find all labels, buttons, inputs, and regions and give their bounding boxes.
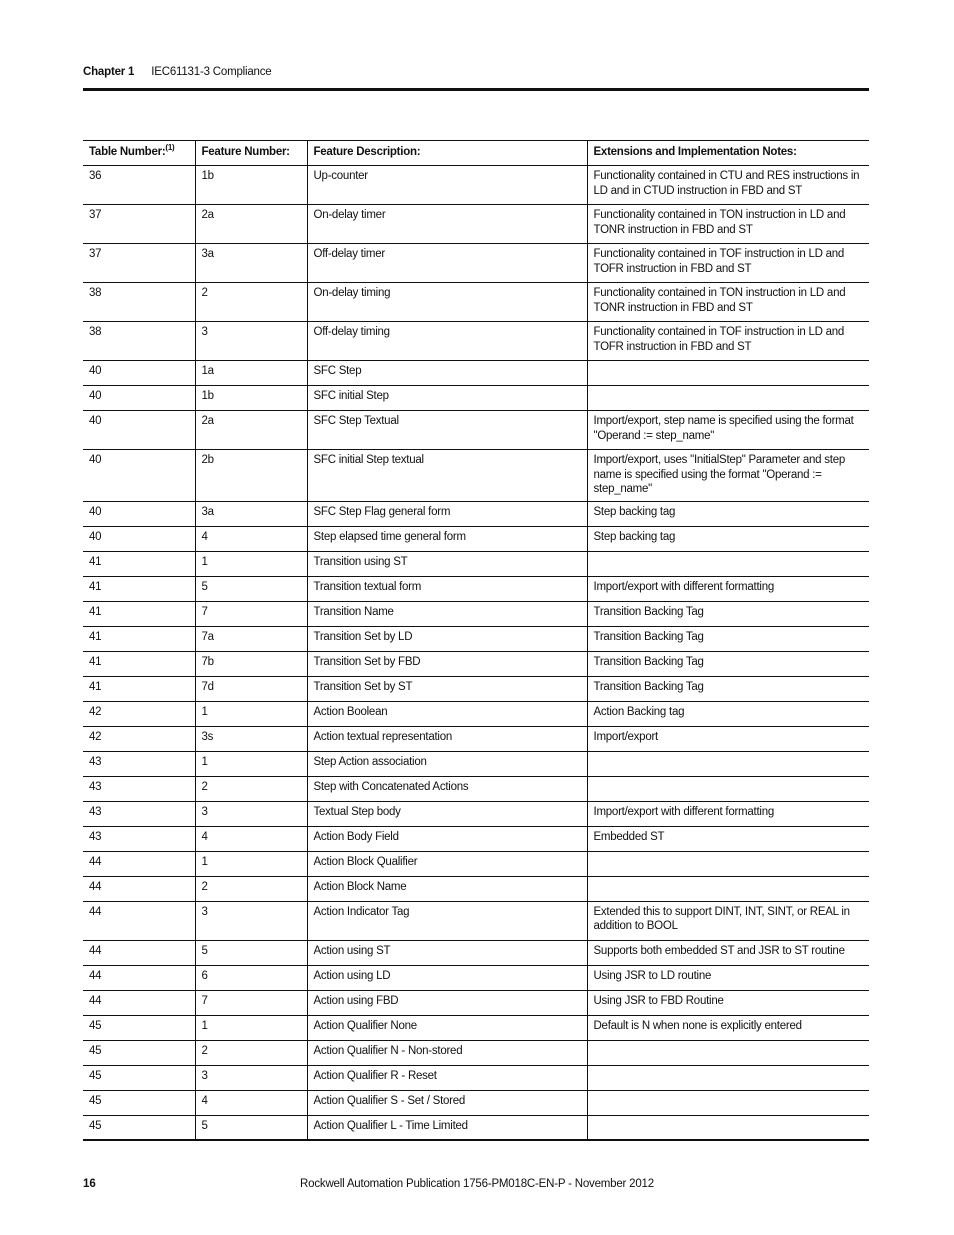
table-row (83, 411, 869, 450)
cell-feature-number: 1 (195, 851, 307, 876)
cell-notes (587, 1090, 869, 1115)
cell-description: Transition textual form (307, 576, 587, 601)
cell-table-number: 45 (83, 1040, 195, 1065)
cell-feature-number: 1 (195, 1015, 307, 1040)
cell-feature-number: 4 (195, 1090, 307, 1115)
cell-description: Action Qualifier S - Set / Stored (307, 1090, 587, 1115)
cell-notes: Import/export, uses "InitialStep" Parameter and step name is specified using the format "Operand := step_name" (587, 450, 869, 502)
cell-feature-number: 1 (195, 551, 307, 576)
cell-feature-number: 3 (195, 901, 307, 940)
cell-description: SFC Step Flag general form (307, 501, 587, 526)
cell-table-number: 38 (83, 283, 195, 322)
cell-feature-number: 3 (195, 322, 307, 361)
cell-notes (587, 1040, 869, 1065)
table-row (83, 450, 869, 502)
cell-description: Step with Concatenated Actions (307, 776, 587, 801)
cell-table-number: 40 (83, 526, 195, 551)
table-row (83, 990, 869, 1015)
cell-feature-number: 7a (195, 626, 307, 651)
cell-description: Textual Step body (307, 801, 587, 826)
table-row (83, 776, 869, 801)
table-row (83, 876, 869, 901)
cell-table-number: 44 (83, 901, 195, 940)
cell-table-number: 44 (83, 965, 195, 990)
cell-description: Action Indicator Tag (307, 901, 587, 940)
cell-notes: Transition Backing Tag (587, 601, 869, 626)
cell-table-number: 44 (83, 851, 195, 876)
cell-notes (587, 1065, 869, 1090)
cell-notes (587, 551, 869, 576)
table-row (83, 1015, 869, 1040)
table-row (83, 205, 869, 244)
cell-table-number: 36 (83, 166, 195, 205)
header-feature-number: Feature Number: (195, 141, 307, 166)
cell-table-number: 41 (83, 576, 195, 601)
table-row (83, 322, 869, 361)
table-row (83, 751, 869, 776)
cell-table-number: 40 (83, 386, 195, 411)
cell-description: Action Block Name (307, 876, 587, 901)
cell-description: Action textual representation (307, 726, 587, 751)
feature-table (83, 140, 869, 1141)
cell-notes: Functionality contained in TON instruction in LD and TONR instruction in FBD and ST (587, 205, 869, 244)
cell-description: Transition Set by LD (307, 626, 587, 651)
cell-feature-number: 2 (195, 776, 307, 801)
cell-feature-number: 3 (195, 1065, 307, 1090)
cell-table-number: 37 (83, 205, 195, 244)
cell-table-number: 43 (83, 801, 195, 826)
cell-feature-number: 3a (195, 244, 307, 283)
table-row (83, 551, 869, 576)
cell-description: SFC Step (307, 361, 587, 386)
cell-notes (587, 851, 869, 876)
cell-feature-number: 4 (195, 526, 307, 551)
header-table-number: Table Number:$^{(1)}$ (83, 141, 195, 166)
cell-notes: Transition Backing Tag (587, 626, 869, 651)
cell-notes: Transition Backing Tag (587, 676, 869, 701)
cell-notes: Default is N when none is explicitly entered (587, 1015, 869, 1040)
table-row (83, 701, 869, 726)
cell-feature-number: 7b (195, 651, 307, 676)
page-number: 16 (83, 1178, 96, 1190)
cell-notes: Supports both embedded ST and JSR to ST routine (587, 940, 869, 965)
table-row (83, 901, 869, 940)
cell-notes: Functionality contained in TOF instruction in LD and TOFR instruction in FBD and ST (587, 244, 869, 283)
table-row (83, 965, 869, 990)
cell-notes: Extended this to support DINT, INT, SINT, or REAL in addition to BOOL (587, 901, 869, 940)
cell-feature-number: 2 (195, 1040, 307, 1065)
chapter-label: Chapter 1 (83, 66, 135, 78)
cell-feature-number: 5 (195, 576, 307, 601)
cell-description: Action Qualifier None (307, 1015, 587, 1040)
cell-feature-number: 2 (195, 283, 307, 322)
cell-table-number: 40 (83, 411, 195, 450)
cell-description: Action Qualifier L - Time Limited (307, 1115, 587, 1140)
cell-notes (587, 361, 869, 386)
running-header (83, 66, 272, 78)
table-row (83, 244, 869, 283)
cell-description: Up-counter (307, 166, 587, 205)
table-row (83, 676, 869, 701)
cell-feature-number: 3 (195, 801, 307, 826)
cell-notes (587, 1115, 869, 1140)
cell-description: Action using FBD (307, 990, 587, 1015)
cell-notes: Transition Backing Tag (587, 651, 869, 676)
cell-description: Action using ST (307, 940, 587, 965)
table-row (83, 940, 869, 965)
chapter-title: IEC61131-3 Compliance (151, 66, 272, 78)
cell-description: Off-delay timer (307, 244, 587, 283)
cell-notes (587, 876, 869, 901)
table-row (83, 283, 869, 322)
cell-feature-number: 1b (195, 166, 307, 205)
cell-description: Off-delay timing (307, 322, 587, 361)
cell-notes: Action Backing tag (587, 701, 869, 726)
cell-description: On-delay timer (307, 205, 587, 244)
cell-table-number: 45 (83, 1115, 195, 1140)
publication-info: Rockwell Automation Publication 1756-PM018C-EN-P - November 2012 (300, 1178, 654, 1190)
cell-notes: Import/export with different formatting (587, 576, 869, 601)
table-row (83, 526, 869, 551)
cell-table-number: 42 (83, 726, 195, 751)
cell-description: SFC initial Step textual (307, 450, 587, 502)
cell-description: Action Qualifier R - Reset (307, 1065, 587, 1090)
cell-notes: Embedded ST (587, 826, 869, 851)
cell-table-number: 37 (83, 244, 195, 283)
cell-description: Step Action association (307, 751, 587, 776)
cell-table-number: 45 (83, 1090, 195, 1115)
table-row (83, 626, 869, 651)
cell-table-number: 42 (83, 701, 195, 726)
cell-description: SFC initial Step (307, 386, 587, 411)
cell-table-number: 40 (83, 501, 195, 526)
cell-description: Step elapsed time general form (307, 526, 587, 551)
cell-table-number: 40 (83, 450, 195, 502)
table-row (83, 501, 869, 526)
cell-feature-number: 1 (195, 751, 307, 776)
table-row (83, 386, 869, 411)
cell-feature-number: 1a (195, 361, 307, 386)
table-row (83, 601, 869, 626)
table-row (83, 166, 869, 205)
table-row (83, 851, 869, 876)
cell-table-number: 45 (83, 1015, 195, 1040)
cell-feature-number: 7 (195, 601, 307, 626)
cell-notes: Step backing tag (587, 501, 869, 526)
cell-feature-number: 5 (195, 1115, 307, 1140)
header-notes: Extensions and Implementation Notes: (587, 141, 869, 166)
cell-table-number: 40 (83, 361, 195, 386)
header-feature-description: Feature Description: (307, 141, 587, 166)
cell-feature-number: 2a (195, 411, 307, 450)
cell-table-number: 43 (83, 751, 195, 776)
cell-table-number: 38 (83, 322, 195, 361)
cell-feature-number: 2 (195, 876, 307, 901)
cell-notes: Step backing tag (587, 526, 869, 551)
cell-description: Transition Name (307, 601, 587, 626)
cell-table-number: 43 (83, 776, 195, 801)
table-header-row (83, 141, 869, 166)
cell-description: Transition Set by ST (307, 676, 587, 701)
cell-description: Action Block Qualifier (307, 851, 587, 876)
cell-table-number: 43 (83, 826, 195, 851)
table-row (83, 726, 869, 751)
cell-notes (587, 386, 869, 411)
cell-notes (587, 776, 869, 801)
table-row (83, 361, 869, 386)
cell-feature-number: 1 (195, 701, 307, 726)
table-row (83, 826, 869, 851)
cell-description: On-delay timing (307, 283, 587, 322)
cell-description: Transition using ST (307, 551, 587, 576)
cell-feature-number: 7 (195, 990, 307, 1015)
cell-feature-number: 4 (195, 826, 307, 851)
cell-notes: Using JSR to LD routine (587, 965, 869, 990)
cell-table-number: 44 (83, 940, 195, 965)
cell-description: Action Qualifier N - Non-stored (307, 1040, 587, 1065)
cell-table-number: 45 (83, 1065, 195, 1090)
cell-table-number: 41 (83, 551, 195, 576)
table-row (83, 801, 869, 826)
cell-notes (587, 751, 869, 776)
cell-table-number: 44 (83, 990, 195, 1015)
cell-description: SFC Step Textual (307, 411, 587, 450)
table-row (83, 1115, 869, 1140)
cell-feature-number: 6 (195, 965, 307, 990)
table-row (83, 1040, 869, 1065)
footnote-marker: (1) (165, 143, 175, 153)
cell-table-number: 41 (83, 651, 195, 676)
cell-feature-number: 3a (195, 501, 307, 526)
cell-feature-number: 3s (195, 726, 307, 751)
cell-feature-number: 1b (195, 386, 307, 411)
table-row (83, 1065, 869, 1090)
cell-feature-number: 5 (195, 940, 307, 965)
cell-notes: Import/export (587, 726, 869, 751)
cell-notes: Import/export with different formatting (587, 801, 869, 826)
cell-feature-number: 2b (195, 450, 307, 502)
cell-description: Transition Set by FBD (307, 651, 587, 676)
cell-description: Action using LD (307, 965, 587, 990)
cell-description: Action Boolean (307, 701, 587, 726)
cell-feature-number: 2a (195, 205, 307, 244)
cell-notes: Import/export, step name is specified using the format "Operand := step_name" (587, 411, 869, 450)
cell-notes: Using JSR to FBD Routine (587, 990, 869, 1015)
cell-table-number: 41 (83, 676, 195, 701)
header-rule (83, 88, 869, 91)
cell-feature-number: 7d (195, 676, 307, 701)
cell-notes: Functionality contained in TOF instruction in LD and TOFR instruction in FBD and ST (587, 322, 869, 361)
table-row (83, 651, 869, 676)
table-row (83, 576, 869, 601)
cell-notes: Functionality contained in TON instruction in LD and TONR instruction in FBD and ST (587, 283, 869, 322)
cell-description: Action Body Field (307, 826, 587, 851)
cell-table-number: 41 (83, 626, 195, 651)
cell-notes: Functionality contained in CTU and RES instructions in LD and in CTUD instruction in FBD and ST (587, 166, 869, 205)
cell-table-number: 41 (83, 601, 195, 626)
cell-table-number: 44 (83, 876, 195, 901)
table-row (83, 1090, 869, 1115)
